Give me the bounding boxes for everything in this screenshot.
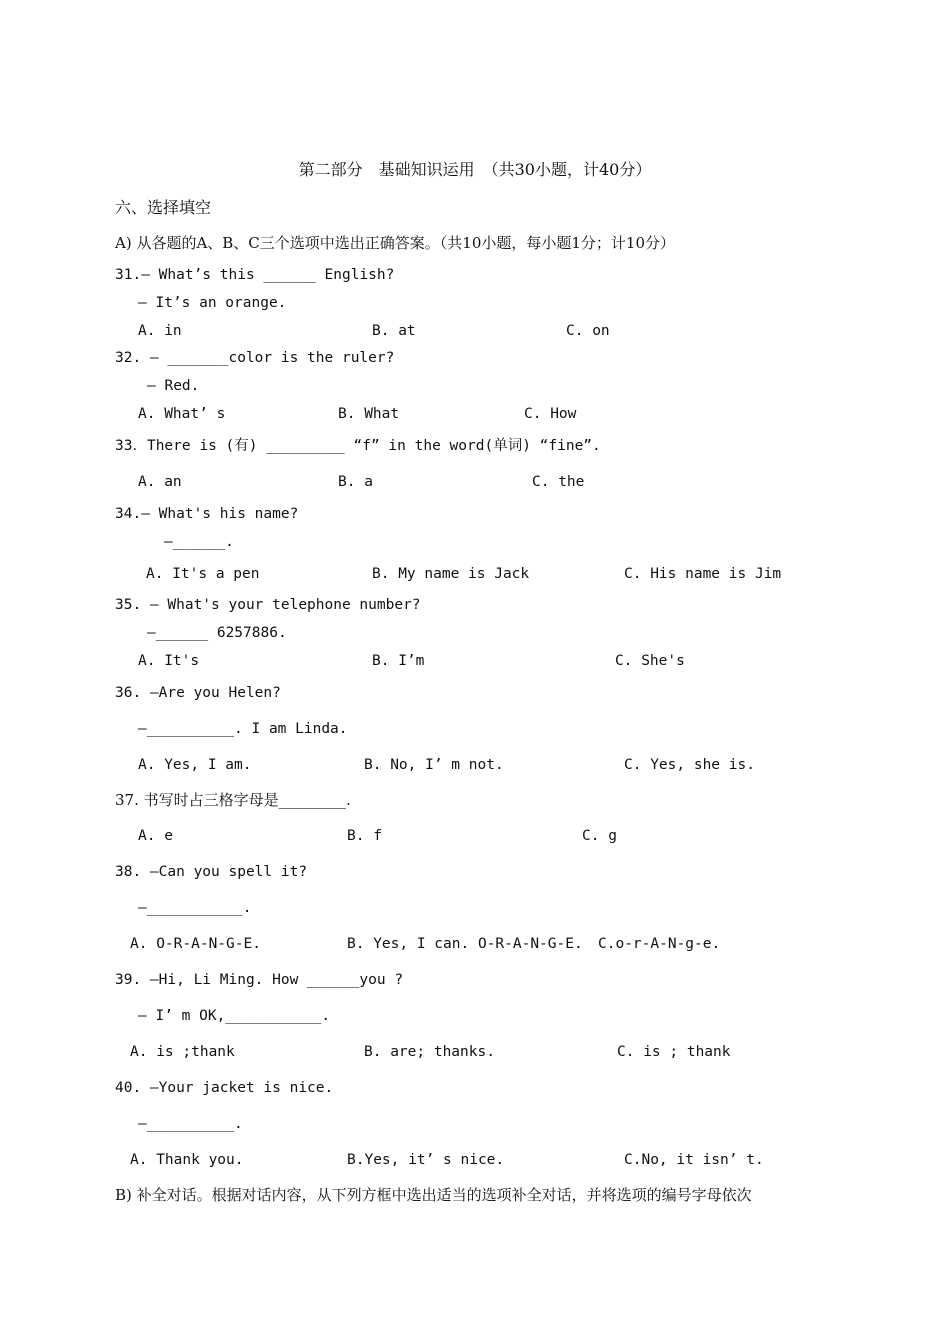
question-38-option-a: A. O-R-A-N-G-E. bbox=[130, 936, 261, 952]
question-32-option-c: C. How bbox=[524, 406, 577, 422]
question-40-option-b: B.Yes, it’ s nice. bbox=[347, 1152, 505, 1168]
question-40-option-c: C.No, it isn’ t. bbox=[624, 1152, 764, 1168]
question-36-stem: 36. —Are you Helen? bbox=[115, 685, 281, 701]
question-36-option-c: C. Yes, she is. bbox=[624, 757, 755, 773]
question-34-option-c: C. His name is Jim bbox=[624, 566, 782, 582]
question-40-option-a: A. Thank you. bbox=[130, 1152, 244, 1168]
question-33-stem: 33．There is (有) _________ “f” in the word(单词) “fine”. bbox=[115, 438, 601, 454]
question-37-stem: 37. 书写时占三格字母是_________. bbox=[115, 791, 351, 809]
question-40-reply: —__________. bbox=[138, 1116, 243, 1132]
question-33-option-c: C. the bbox=[532, 474, 585, 490]
question-39-reply: — I’ m OK,___________. bbox=[138, 1008, 331, 1024]
question-35-option-b: B. I’m bbox=[372, 653, 425, 669]
question-32-reply: — Red. bbox=[147, 378, 200, 394]
question-38-option-c: C.o-r-A-N-g-e. bbox=[598, 936, 721, 952]
question-36-reply: —__________. I am Linda. bbox=[138, 721, 348, 737]
question-35-stem: 35. — What's your telephone number? bbox=[115, 597, 421, 613]
question-33-option-a: A. an bbox=[138, 474, 182, 490]
section-b-instructions: B) 补全对话。根据对话内容，从下列方框中选出适当的选项补全对话，并将选项的编号字母依次 bbox=[115, 1186, 752, 1204]
question-32-stem: 32. — _______color is the ruler? bbox=[115, 350, 395, 366]
section-a-instructions: A) 从各题的A、B、C三个选项中选出正确答案。（共10小题，每小题1分；计10分） bbox=[115, 234, 676, 252]
question-39-stem: 39. —Hi, Li Ming. How ______you ? bbox=[115, 972, 404, 988]
question-35-reply: —______ 6257886. bbox=[147, 625, 287, 641]
question-32-option-b: B. What bbox=[338, 406, 400, 422]
question-31-option-b: B. at bbox=[372, 323, 416, 339]
section-title: 六、选择填空 bbox=[115, 198, 212, 217]
question-35-option-c: C. She's bbox=[615, 653, 685, 669]
question-34-option-b: B. My name is Jack bbox=[372, 566, 530, 582]
question-34-stem: 34.— What's his name? bbox=[115, 506, 299, 522]
question-37-option-b: B. f bbox=[347, 828, 382, 844]
question-33-option-b: B. a bbox=[338, 474, 373, 490]
question-31-stem: 31.— What’s this ______ English? bbox=[115, 267, 395, 283]
question-38-option-b: B. Yes, I can. O-R-A-N-G-E. bbox=[347, 936, 583, 952]
question-36-option-b: B. No, I’ m not. bbox=[364, 757, 504, 773]
question-34-option-a: A. It's a pen bbox=[146, 566, 260, 582]
question-31-option-c: C. on bbox=[566, 323, 610, 339]
question-37-option-c: C. g bbox=[582, 828, 617, 844]
question-39-option-b: B. are; thanks. bbox=[364, 1044, 495, 1060]
part-title: 第二部分 基础知识运用 （共30小题，计40分） bbox=[298, 160, 652, 179]
question-36-option-a: A. Yes, I am. bbox=[138, 757, 252, 773]
question-35-option-a: A. It's bbox=[138, 653, 200, 669]
question-40-stem: 40. —Your jacket is nice. bbox=[115, 1080, 334, 1096]
question-39-option-a: A. is ;thank bbox=[130, 1044, 235, 1060]
question-38-stem: 38. —Can you spell it? bbox=[115, 864, 308, 880]
question-38-reply: —___________. bbox=[138, 900, 252, 916]
question-34-reply: —______. bbox=[164, 534, 234, 550]
question-31-reply: — It’s an orange. bbox=[138, 295, 287, 311]
question-32-option-a: A. What’ s bbox=[138, 406, 226, 422]
question-31-option-a: A. in bbox=[138, 323, 182, 339]
question-37-option-a: A. e bbox=[138, 828, 173, 844]
question-39-option-c: C. is ; thank bbox=[617, 1044, 731, 1060]
